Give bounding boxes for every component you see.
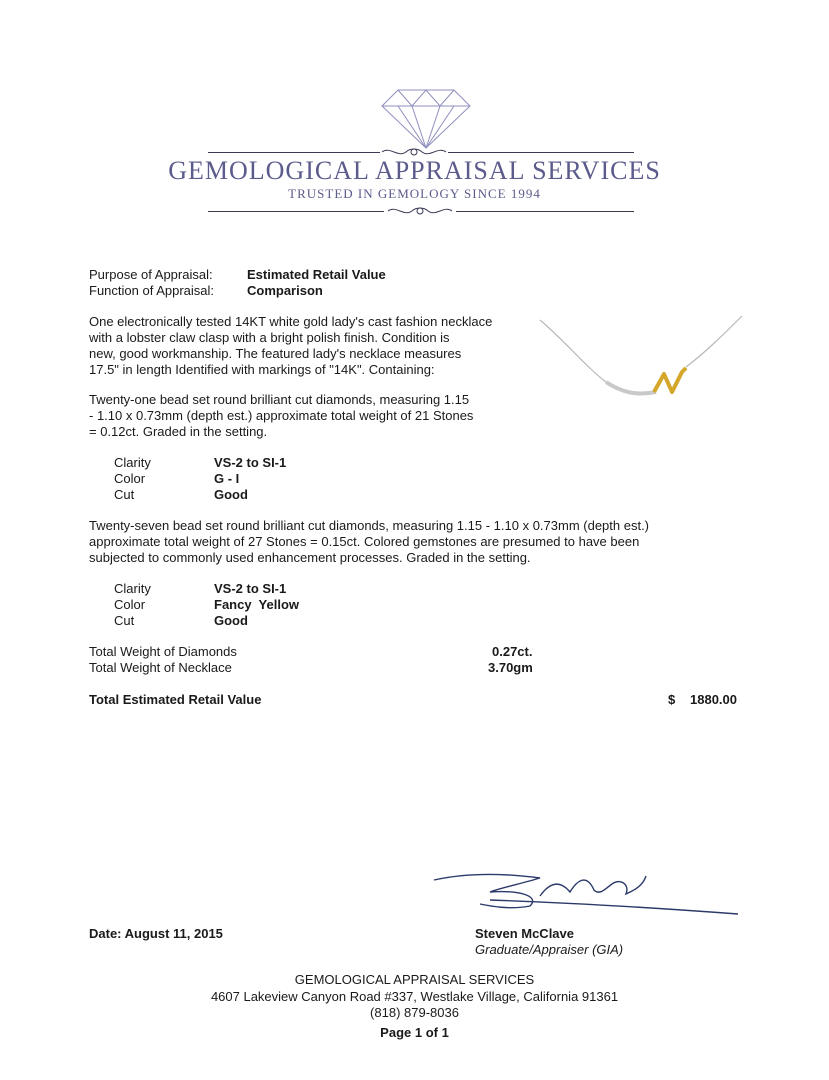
description-line: 17.5" in length Identified with markings of "14K". Containing: — [89, 362, 435, 377]
description-line: new, good workmanship. The featured lady's necklace measures — [89, 346, 462, 361]
stones2-paragraph — [89, 518, 649, 566]
stones2-line: subjected to commonly used enhancement processes. Graded in the setting. — [89, 550, 531, 565]
currency-symbol: $ — [668, 692, 676, 707]
page-number: Page 1 of 1 — [380, 1025, 449, 1040]
footer-phone: (818) 879-8036 — [370, 1005, 459, 1020]
flourish-icon — [386, 203, 454, 222]
description-line: with a lobster claw clasp with a bright polish finish. Condition is — [89, 330, 450, 345]
total-retail-value: 1880.00 — [690, 692, 737, 707]
header-rule-bottom-right — [456, 211, 634, 212]
purpose-label: Purpose of Appraisal: — [89, 267, 213, 282]
total-necklace-label: Total Weight of Necklace — [89, 660, 232, 675]
stones1-clarity-label: Clarity — [114, 455, 151, 470]
appraiser-name: Steven McClave — [475, 926, 574, 941]
stones1-line: = 0.12ct. Graded in the setting. — [89, 424, 268, 439]
stones1-cut-label: Cut — [114, 487, 135, 502]
description-paragraph — [89, 314, 492, 378]
total-necklace-value: 3.70gm — [488, 660, 533, 675]
function-label: Function of Appraisal: — [89, 283, 215, 298]
footer-company: GEMOLOGICAL APPRAISAL SERVICES — [294, 972, 535, 987]
appraisal-date: Date: August 11, 2015 — [89, 926, 223, 941]
purpose-value: Estimated Retail Value — [247, 267, 386, 282]
stones2-cut-value: Good — [214, 613, 248, 628]
header-rule-top-right — [448, 152, 634, 153]
stones1-clarity-value: VS-2 to SI-1 — [214, 455, 287, 470]
stones1-cut-value: Good — [214, 487, 248, 502]
stones2-clarity-value: VS-2 to SI-1 — [214, 581, 287, 596]
diamond-icon — [380, 88, 472, 150]
total-diamonds-value: 0.27ct. — [492, 644, 533, 659]
appraiser-title: Graduate/Appraiser (GIA) — [475, 942, 624, 957]
necklace-photo — [536, 312, 746, 415]
company-tagline: TRUSTED IN GEMOLOGY SINCE 1994 — [288, 186, 541, 201]
stones1-color-label: Color — [114, 471, 146, 486]
company-name: GEMOLOGICAL APPRAISAL SERVICES — [168, 156, 661, 185]
stones1-line: Twenty-one bead set round brilliant cut diamonds, measuring 1.15 — [89, 392, 470, 407]
signature-image — [430, 862, 740, 922]
header-rule-top-left — [208, 152, 380, 153]
stones2-cut-label: Cut — [114, 613, 135, 628]
total-retail-label: Total Estimated Retail Value — [89, 692, 262, 707]
total-diamonds-label: Total Weight of Diamonds — [89, 644, 237, 659]
stones2-color-value: Fancy Yellow — [214, 597, 300, 612]
header-rule-bottom-left — [208, 211, 384, 212]
function-value: Comparison — [247, 283, 323, 298]
stones2-clarity-label: Clarity — [114, 581, 151, 596]
stones2-line: approximate total weight of 27 Stones = 0.15ct. Colored gemstones are presumed to have been — [89, 534, 640, 549]
stones1-line: - 1.10 x 0.73mm (depth est.) approximate total weight of 21 Stones — [89, 408, 474, 423]
description-line: One electronically tested 14KT white gold lady's cast fashion necklace — [89, 314, 493, 329]
footer-address: 4607 Lakeview Canyon Road #337, Westlake Village, California 91361 — [210, 989, 619, 1004]
stones2-line: Twenty-seven bead set round brilliant cut diamonds, measuring 1.15 - 1.10 x 0.73mm (depth est.) — [89, 518, 650, 533]
stones1-color-value: G - I — [214, 471, 240, 486]
stones1-paragraph — [89, 392, 473, 440]
stones2-color-label: Color — [114, 597, 146, 612]
